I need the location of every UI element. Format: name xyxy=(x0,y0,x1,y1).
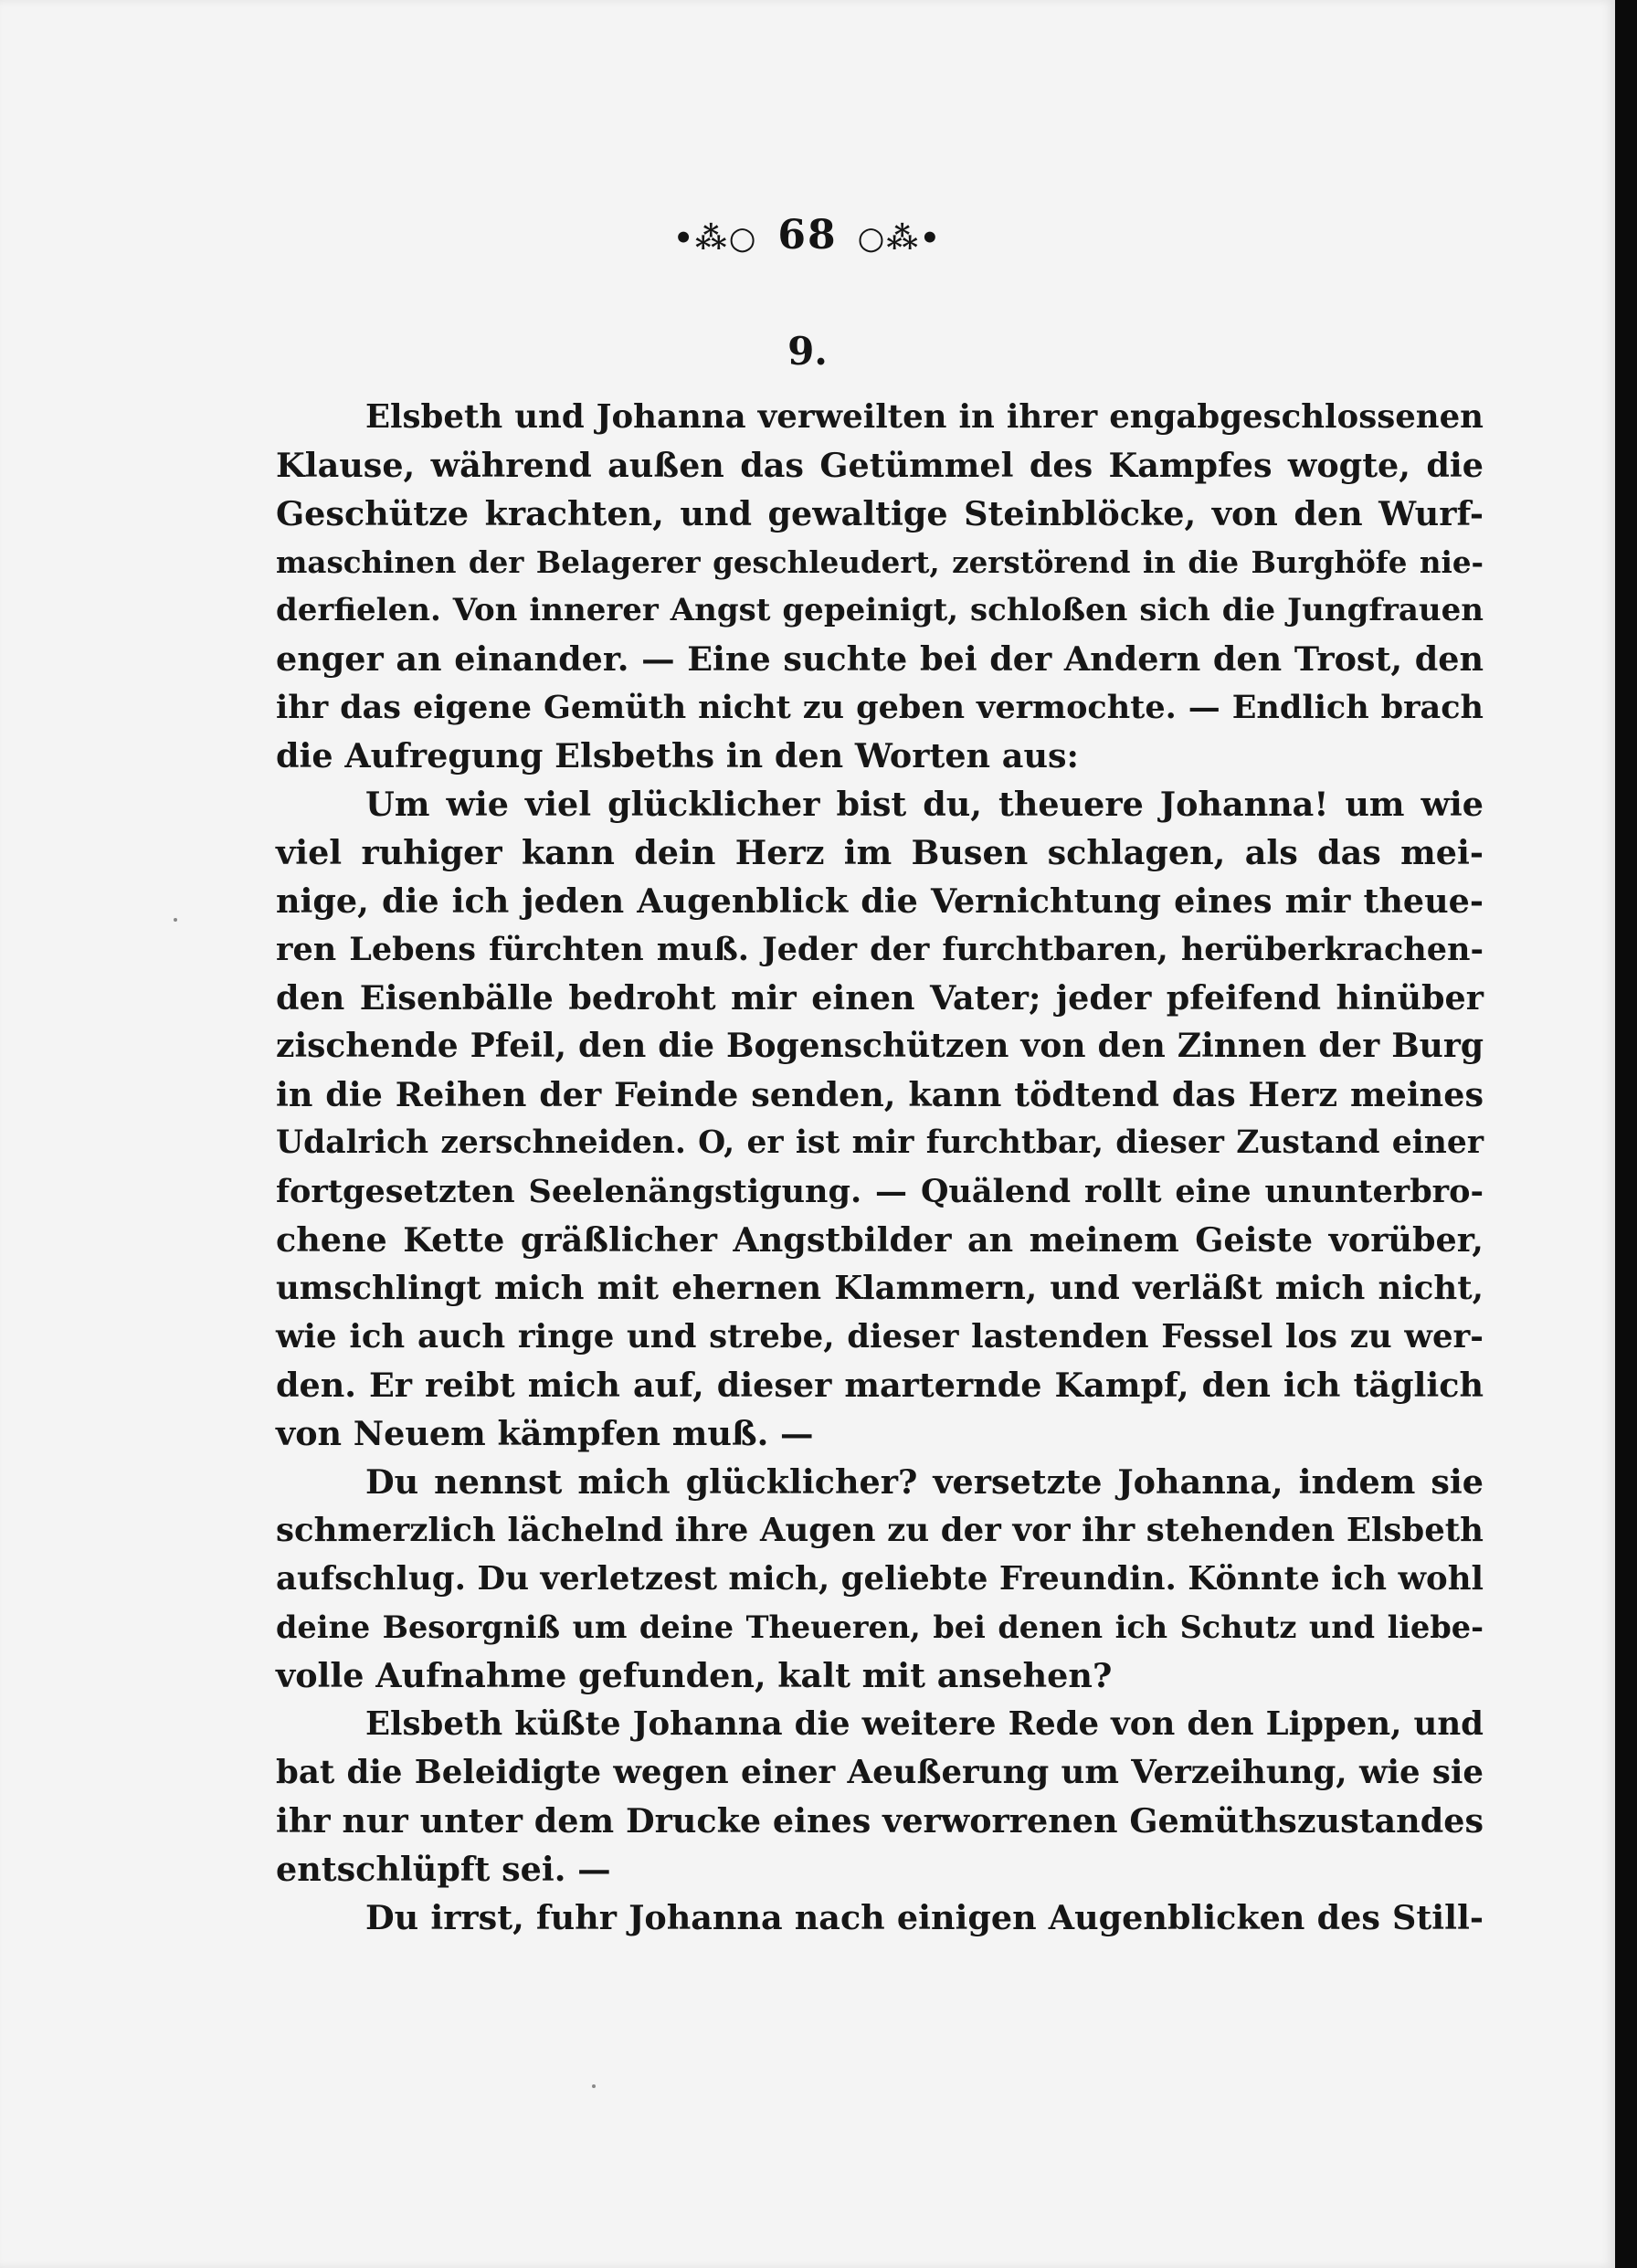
text-line: den. Er reibt mich auf, dieser marternde Kampf, den ich täglich xyxy=(276,1366,1484,1405)
text-line: volle Aufnahme gefunden, kalt mit ansehen? xyxy=(276,1656,1113,1695)
text-line: ren Lebens fürchten muß. Jeder der furchtbaren, herüberkrachen- xyxy=(276,931,1484,968)
text-line: Um wie viel glücklicher bist du, theuere Johanna! um wie xyxy=(365,785,1484,824)
chapter-number: 9. xyxy=(787,329,828,374)
text-line: in die Reihen der Feinde senden, kann tödtend das Herz meines xyxy=(276,1075,1484,1114)
text-line: die Aufregung Elsbeths in den Worten aus: xyxy=(276,736,1080,775)
text-line: von Neuem kämpfen muß. — xyxy=(276,1414,814,1453)
text-line: Du irrst, fuhr Johanna nach einigen Augenblicken des Still- xyxy=(365,1898,1484,1937)
text-line: Du nennst mich glücklicher? versetzte Johanna, indem sie xyxy=(365,1462,1484,1502)
right-ornament: ○⁂• xyxy=(857,219,942,257)
page-header xyxy=(0,212,1615,258)
text-line: schmerzlich lächelnd ihre Augen zu der vor ihr stehenden Elsbeth xyxy=(276,1512,1484,1549)
body-text xyxy=(276,393,1484,1942)
paper-speck xyxy=(592,2084,596,2088)
text-line: den Eisenbälle bedroht mir einen Vater; jeder pfeifend hinüber xyxy=(276,978,1484,1018)
text-line: bat die Beleidigte wegen einer Aeußerung um Verzeihung, wie sie xyxy=(276,1754,1484,1791)
page-number: 68 xyxy=(777,212,838,258)
text-line: ihr das eigene Gemüth nicht zu geben vermochte. — Endlich brach xyxy=(276,689,1484,726)
text-line: nige, die ich jeden Augenblick die Vernichtung eines mir theue- xyxy=(276,881,1484,921)
text-line: entschlüpft sei. — xyxy=(276,1850,611,1889)
text-line: Elsbeth küßte Johanna die weitere Rede von den Lippen, und xyxy=(365,1705,1484,1743)
text-line: chene Kette gräßlicher Angstbilder an meinem Geiste vorüber, xyxy=(276,1220,1484,1260)
text-line: deine Besorgniß um deine Theueren, bei denen ich Schutz und liebe- xyxy=(276,1609,1484,1645)
paper-speck xyxy=(174,918,177,922)
text-line: Udalrich zerschneiden. O, er ist mir furchtbar, dieser Zustand einer xyxy=(276,1124,1484,1161)
text-line: Geschütze krachten, und gewaltige Steinblöcke, von den Wurf- xyxy=(276,494,1484,533)
text-line: aufschlug. Du verletzest mich, geliebte Freundin. Könnte ich wohl xyxy=(276,1560,1484,1598)
text-line: enger an einander. — Eine suchte bei der Andern den Trost, den xyxy=(276,639,1484,679)
text-line: maschinen der Belagerer geschleudert, zerstörend in die Burghöfe nie- xyxy=(276,544,1484,580)
text-line: viel ruhiger kann dein Herz im Busen schlagen, als das mei- xyxy=(276,833,1484,872)
text-line: umschlingt mich mit ehernen Klammern, und verläßt mich nicht, xyxy=(276,1270,1484,1307)
text-line: zischende Pfeil, den die Bogenschützen von den Zinnen der Burg xyxy=(276,1027,1484,1065)
text-line: fortgesetzten Seelenängstigung. — Quälend rollt eine ununterbro- xyxy=(276,1173,1484,1210)
text-line: Klause, während außen das Getümmel des Kampfes wogte, die xyxy=(276,446,1484,485)
text-line: derfielen. Von innerer Angst gepeinigt, schloßen sich die Jungfrauen xyxy=(276,592,1484,628)
text-line: wie ich auch ringe und strebe, dieser lastenden Fessel los zu wer- xyxy=(276,1318,1484,1356)
text-line: ihr nur unter dem Drucke eines verworrenen Gemüthszustandes xyxy=(276,1801,1484,1841)
scan-border xyxy=(1615,0,1637,2268)
left-ornament: •⁂○ xyxy=(673,219,758,257)
text-line: Elsbeth und Johanna verweilten in ihrer engabgeschlossenen xyxy=(365,398,1484,436)
